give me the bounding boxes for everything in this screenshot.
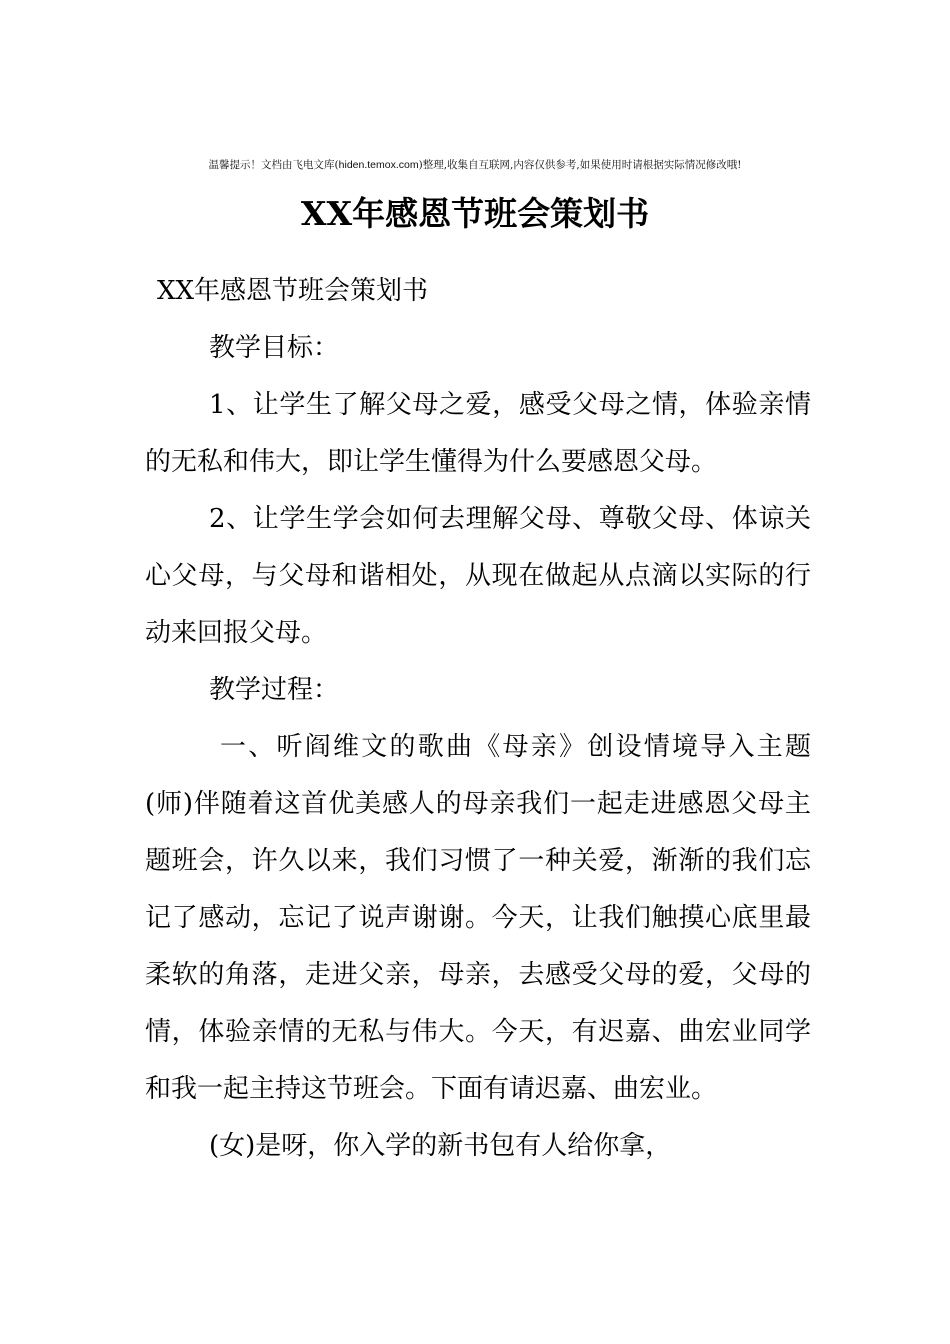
document-title: XX年感恩节班会策划书	[300, 194, 650, 233]
dialogue-line: (女)是呀，你入学的新书包有人给你拿，	[209, 1131, 672, 1161]
process-heading: 教学过程：	[209, 675, 340, 705]
disclaimer-notice	[0, 158, 950, 172]
notice-text-end: )整理,收集自互联网,内容仅供参考,如果使用时请根据实际情况修改哦!	[418, 159, 742, 171]
objective-item-1: 1、让学生了解父母之爱，感受父母之情，体验亲情的无私和伟大，即让学生懂得为什么要感恩父母。	[145, 390, 811, 477]
process-step-1: 一、听阎维文的歌曲《母亲》创设情境导入主题(师)伴随着这首优美感人的母亲我们一起走进感恩父母主题班会，许久以来，我们习惯了一种关爱，渐渐的我们忘记了感动，忘记了说声谢谢。今天，让我们触摸心底里最柔软的角落，走进父亲，母亲，去感受父母的爱，父母的情，体验亲情的无私与伟大。今天，有迟嘉、曲宏业同学和我一起主持这节班会。下面有请迟嘉、曲宏业。	[145, 732, 811, 1104]
notice-site-link: hiden.temox.com	[338, 159, 419, 171]
subtitle-paragraph: XX年感恩节班会策划书	[157, 276, 429, 306]
objective-item-2: 2、让学生学会如何去理解父母、尊敬父母、体谅关心父母，与父母和谐相处，从现在做起从点滴以实际的行动来回报父母。	[145, 504, 811, 648]
objectives-heading: 教学目标：	[209, 333, 340, 363]
notice-text-start: 温馨提示！文档由飞电文库(	[208, 159, 339, 171]
document-body	[145, 263, 811, 1175]
